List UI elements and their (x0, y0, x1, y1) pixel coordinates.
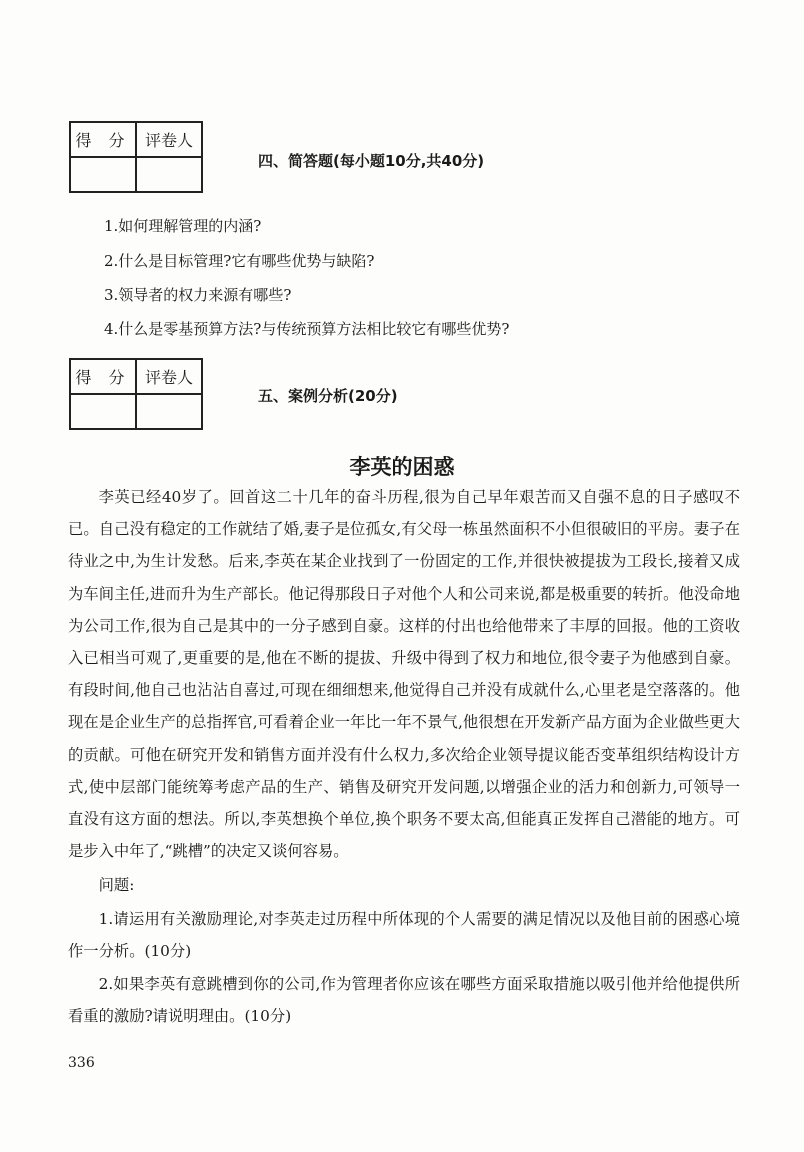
score-cell (70, 157, 136, 192)
grader-cell (136, 394, 202, 429)
case-paragraph: 李英已经40岁了。回首这二十几年的奋斗历程,很为自己早年艰苦而又自强不息的日子感叹不已。自己没有稳定的工作就结了婚,妻子是位孤女,有父母一栋虽然面积不小但很破旧的平房。妻子在待业之中,为生计发愁。后来,李英在某企业找到了一份固定的工作,并很快被提拔为工段长,接着又成为车间主任,进而升为生产部长。他记得那段日子对他个人和公司来说,都是极重要的转折。他没命地为公司工作,很为自己是其中的一分子感到自豪。这样的付出也给他带来了丰厚的回报。他的工资收入已相当可观了,更重要的是,他在不断的提拔、升级中得到了权力和地位,很令妻子为他感到自豪。有段时间,他自己也沾沾自喜过,可现在细细想来,他觉得自己并没有成就什么,心里老是空落落的。他现在是企业生产的总指挥官,可看着企业一年比一年不景气,他很想在开发新产品方面为企业做些更大的贡献。可他在研究开发和销售方面并没有什么权力,多次给企业领导提议能否变革组织结构设计方式,使中层部门能统筹考虑产品的生产、销售及研究开发问题,以增强企业的活力和创新力,可领导一直没有这方面的想法。所以,李英想换个单位,换个职务不要太高,但能真正发挥自己潜能的地方。可是步入中年了,“跳槽”的决定又谈何容易。 (68, 488, 740, 861)
question-item: 1.如何理解管理的内涵? (104, 217, 262, 235)
question-item: 4.什么是零基预算方法?与传统预算方法相比较它有哪些优势? (104, 320, 510, 338)
questions-label: 问题: (98, 876, 135, 895)
score-header: 得 分 (70, 359, 136, 394)
case-body (68, 481, 740, 1032)
grader-header: 评卷人 (136, 122, 202, 157)
score-box (69, 121, 203, 193)
score-cell (70, 394, 136, 429)
case-title: 李英的困惑 (349, 454, 455, 479)
score-box (69, 358, 203, 430)
question-item: 3.领导者的权力来源有哪些? (104, 286, 292, 304)
question-item: 2.什么是目标管理?它有哪些优势与缺陷? (104, 252, 375, 270)
case-question: 1.请运用有关激励理论,对李英走过历程中所体现的个人需要的满足情况以及他目前的困惑心境作一分析。(10分) (68, 909, 740, 960)
case-question: 2.如果李英有意跳槽到你的公司,作为管理者你应该在哪些方面采取措施以吸引他并给他提供所看重的激励?请说明理由。(10分) (68, 975, 740, 1026)
score-header: 得 分 (70, 122, 136, 157)
grader-header: 评卷人 (136, 359, 202, 394)
page-number: 336 (68, 1055, 95, 1071)
section-heading: 五、案例分析(20分) (258, 387, 398, 405)
section-heading: 四、简答题(每小题10分,共40分) (258, 152, 485, 170)
grader-cell (136, 157, 202, 192)
